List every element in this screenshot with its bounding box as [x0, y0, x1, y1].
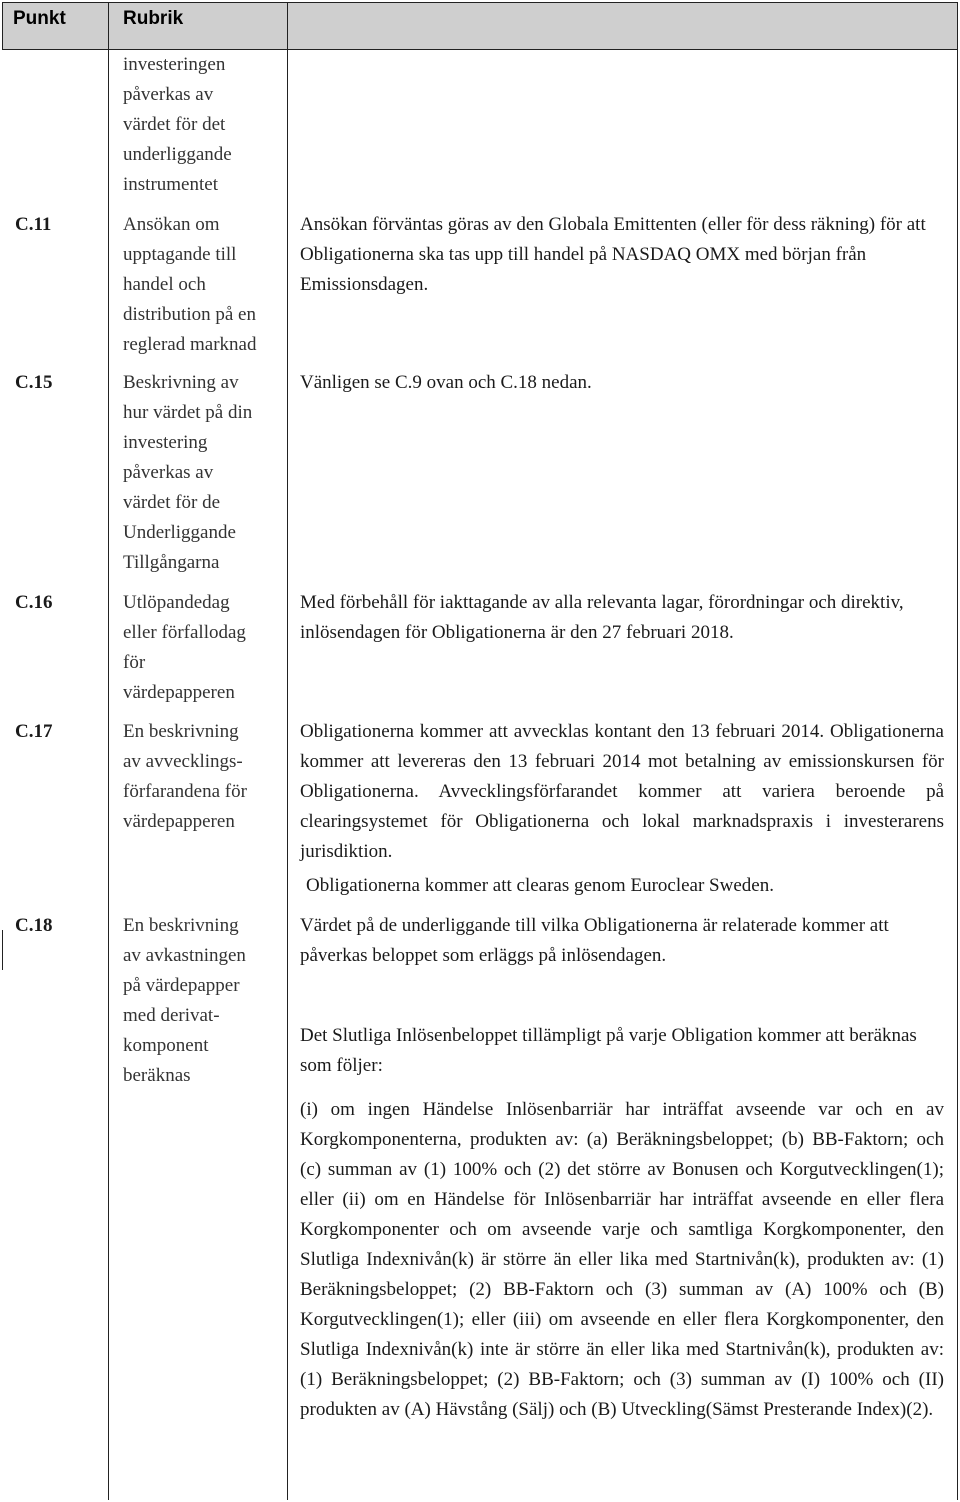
body-c18-intro: Värdet på de underliggande till vilka Obligationerna är relaterade kommer att påverkas beloppet som erläggs på inlösendagen. — [300, 915, 889, 966]
rubrik-c11: Ansökan om upptagande till handel och distribution på en reglerad marknad — [123, 214, 257, 355]
punkt-c16: C.16 — [15, 592, 53, 613]
punkt-c15: C.15 — [15, 372, 53, 393]
punkt-c17: C.17 — [15, 721, 53, 742]
table-border-left — [2, 2, 3, 50]
table-border-right — [957, 2, 958, 1500]
punkt-c11: C.11 — [15, 214, 52, 235]
column-divider-1 — [108, 2, 109, 1500]
rubrik-c15: Beskrivning av hur värdet på din investering påverkas av värdet för de Underliggande Tillgångarna — [123, 372, 253, 573]
header-rubrik: Rubrik — [123, 8, 184, 29]
body-c15: Vänligen se C.9 ovan och C.18 nedan. — [300, 372, 592, 393]
table-border-left-fragment — [2, 930, 3, 970]
rubrik-c18: En beskrivning av avkastningen på värdepapper med derivat- komponent beräknas — [123, 915, 246, 1086]
body-c18-formula: (i) om ingen Händelse Inlösenbarriär har inträffat avseende var och en av Korgkomponenterna, produkten av: (a) Beräkningsbeloppet; (b) BB-Faktorn; och (c) summan av (1) 100% och (2) det större av Bonusen och Korgutvecklingen(1); eller (ii) om en Händelse för Inlösenbarriär har inträffat avseende en eller flera Korgkomponenter och om avseende varje och samtliga Korgkomponenter, den Slutliga Indexnivån(k) är större än eller lika med Startnivån(k), produkten av: (1) Beräkningsbeloppet; (2) BB-Faktorn och (3) summan av (A) 100% och (B) Korgutvecklingen(1); eller (iii) om avseende en eller flera Korgkomponenter, den Slutliga Indexnivån(k) inte är större än eller lika med Startnivån(k), produkten av: (1) Beräkningsbeloppet; (2) BB-Faktorn; och (3) summan av (I) 100% och (II) produkten av (A) Hävstång (Sälj) och (B) Utveckling(Sämst Presterande Index)(2). — [300, 1099, 944, 1420]
body-c17-clearing: Obligationerna kommer att clearas genom Euroclear Sweden. — [306, 875, 774, 896]
body-c18-calculation-lead: Det Slutliga Inlösenbeloppet tillämpligt på varje Obligation kommer att beräknas som följer: — [300, 1025, 917, 1076]
punkt-c18: C.18 — [15, 915, 53, 936]
body-c11: Ansökan förväntas göras av den Globala Emittenten (eller för dess räkning) för att Obligationerna ska tas upp till handel på NASDAQ OMX med början från Emissionsdagen. — [300, 214, 926, 295]
column-divider-2 — [287, 2, 288, 1500]
rubrik-continuation: investeringen påverkas av värdet för det underliggande instrumentet — [123, 54, 232, 195]
body-c16: Med förbehåll för iakttagande av alla relevanta lagar, förordningar och direktiv, inlösendagen för Obligationerna är den 27 februari 2018. — [300, 592, 904, 643]
rubrik-c17: En beskrivning av avvecklings- förfarandena för värdepapperen — [123, 721, 247, 832]
rubrik-c16: Utlöpandedag eller förfallodag för värdepapperen — [123, 592, 246, 703]
header-punkt: Punkt — [13, 8, 66, 29]
table-border-top — [2, 2, 958, 3]
body-c17-paragraph: Obligationerna kommer att avvecklas kontant den 13 februari 2014. Obligationerna kommer att levereras den 13 februari 2014 mot betalning av emissionskursen för Obligationerna. Avvecklingsförfarandet kommer att variera beroende på clearingsystemet för Obligationerna och lokal marknadspraxis i investerarens jurisdiktion. — [300, 721, 944, 862]
